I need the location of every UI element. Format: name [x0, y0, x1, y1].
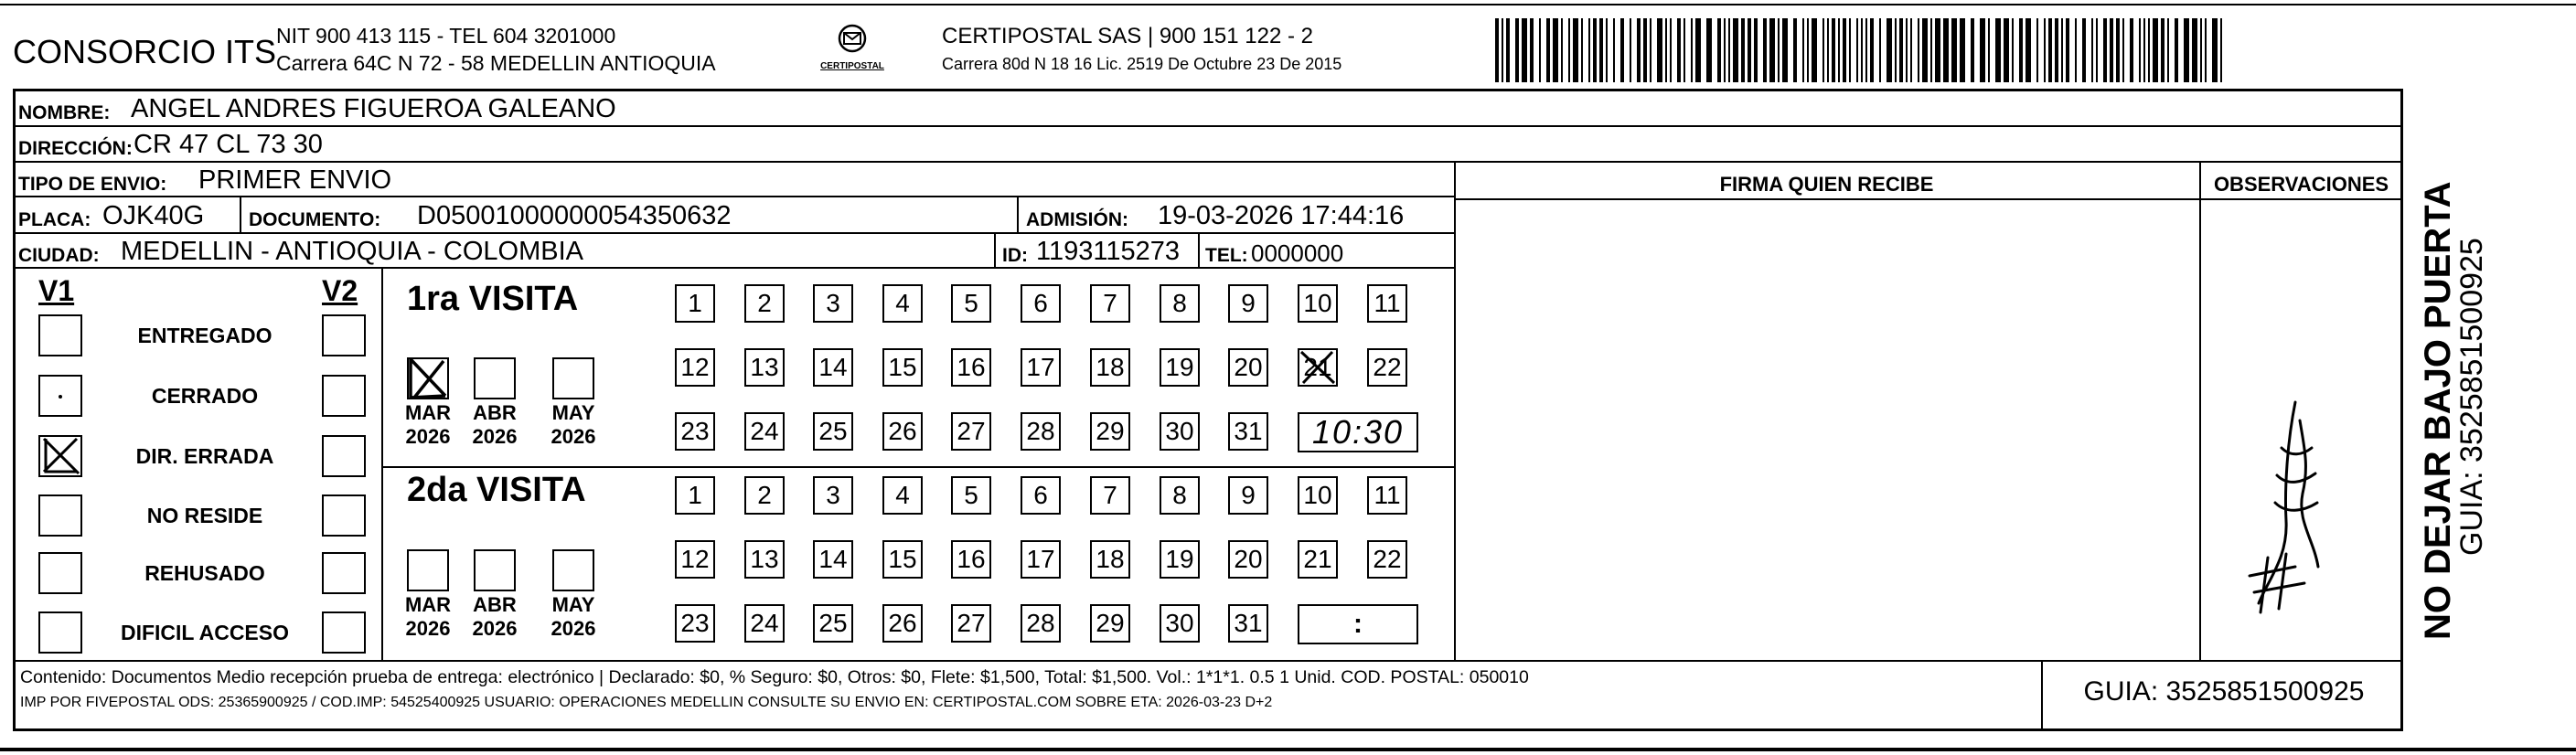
- barcode-bar: [2004, 18, 2009, 82]
- barcode-bar: [1822, 18, 1824, 82]
- barcode-bar: [1588, 18, 1590, 82]
- day-box[interactable]: 9: [1228, 284, 1268, 323]
- visit-divider-line: [381, 466, 1454, 468]
- month-label: [396, 401, 460, 449]
- day-box[interactable]: 29: [1090, 604, 1130, 643]
- status-option-label: DIFICIL ACCESO: [120, 621, 289, 644]
- col-line: [994, 232, 996, 267]
- barcode-bar: [1763, 18, 1767, 82]
- barcode-bar: [1832, 18, 1835, 82]
- day-box[interactable]: 13: [744, 348, 785, 387]
- barcode-bar: [1728, 18, 1730, 82]
- pen-dot-mark: [59, 395, 62, 399]
- v1-checkbox[interactable]: [38, 435, 82, 477]
- barcode-bar: [1506, 18, 1510, 82]
- barcode-bar: [1988, 18, 1990, 82]
- address-label: DIRECCIÓN:: [18, 138, 133, 159]
- month-label: [541, 593, 605, 641]
- barcode-bar: [1995, 18, 2001, 82]
- side-guia: GUIA: 3525851500925: [2454, 238, 2489, 556]
- day-box[interactable]: 14: [813, 348, 853, 387]
- barcode-bar: [2061, 18, 2063, 82]
- sig-header-line: [1454, 198, 2403, 200]
- barcode-bar: [2048, 18, 2052, 82]
- day-box[interactable]: 17: [1021, 348, 1061, 387]
- day-box[interactable]: 22: [1367, 540, 1407, 579]
- month-label: [463, 593, 527, 641]
- barcode-bar: [1568, 18, 1570, 82]
- row-line: [13, 232, 1454, 234]
- day-box[interactable]: 31: [1228, 604, 1268, 643]
- barcode-bar: [1706, 18, 1712, 82]
- day-box[interactable]: 12: [675, 348, 715, 387]
- v2-checkbox[interactable]: [322, 611, 366, 654]
- barcode-bar: [2205, 18, 2207, 82]
- name-label: NOMBRE:: [18, 102, 111, 123]
- document-label: DOCUMENTO:: [249, 209, 381, 230]
- id-label: ID:: [1002, 245, 1028, 266]
- visit-col-line: [381, 267, 383, 660]
- barcode-bar: [1613, 18, 1615, 82]
- month-year: 2026: [550, 617, 596, 640]
- barcode-bar: [1637, 18, 1641, 82]
- barcode-bar: [1827, 18, 1829, 82]
- barcode-bar: [1733, 18, 1738, 82]
- day-box[interactable]: 1: [675, 284, 715, 323]
- barcode-bar: [2139, 18, 2141, 82]
- month-checkbox[interactable]: [407, 549, 449, 591]
- id-value: 1193115273: [1036, 237, 1180, 266]
- barcode-bar: [2212, 18, 2218, 82]
- barcode-bar: [1677, 18, 1681, 82]
- visit1-title: 1ra VISITA: [407, 280, 579, 318]
- month-checkbox[interactable]: [552, 357, 594, 399]
- month-checkbox[interactable]: [474, 549, 516, 591]
- v2-header: V2: [322, 274, 358, 307]
- barcode-bar: [1960, 18, 1965, 82]
- barcode-bar: [1910, 18, 1912, 82]
- barcode-bar: [2130, 18, 2133, 82]
- day-box[interactable]: 23: [675, 412, 715, 451]
- barcode-bar: [1665, 18, 1667, 82]
- city-value: MEDELLIN - ANTIOQUIA - COLOMBIA: [121, 237, 583, 266]
- barcode-bar: [2153, 18, 2158, 82]
- barcode-bar: [2044, 18, 2046, 82]
- month-name: ABR: [473, 593, 517, 616]
- day-box[interactable]: 30: [1160, 604, 1200, 643]
- day-box[interactable]: 25: [813, 412, 853, 451]
- day-box[interactable]: 8: [1160, 476, 1200, 515]
- footer-content: Contenido: Documentos Medio recepción prueba de entrega: electrónico | Declarado: $0, % Seguro: $0, Otros: $0, Flete: $1,500, Total: $1,500. Vol.: 1*1*1. 0.5 1 Unid. COD. POSTAL: 050010: [20, 667, 1529, 687]
- barcode-bar: [1581, 18, 1583, 82]
- day-box[interactable]: 30: [1160, 412, 1200, 451]
- day-box[interactable]: 15: [882, 540, 923, 579]
- barcode-bar: [1879, 18, 1881, 82]
- time-field[interactable]: :: [1298, 604, 1418, 644]
- day-box[interactable]: 3: [813, 476, 853, 515]
- time-field[interactable]: 10:30: [1298, 412, 1418, 452]
- day-box[interactable]: 6: [1021, 284, 1061, 323]
- barcode-bar: [1778, 18, 1780, 82]
- footer-top-line: [13, 660, 2403, 662]
- barcode-bar: [1971, 18, 1974, 82]
- row-line: [13, 125, 2403, 127]
- barcode-bar: [2026, 18, 2031, 82]
- day-box[interactable]: 7: [1090, 476, 1130, 515]
- month-label: [541, 401, 605, 449]
- barcode-bar: [2036, 18, 2038, 82]
- day-box[interactable]: 17: [1021, 540, 1061, 579]
- barcode-bar: [1657, 18, 1662, 82]
- plate-label: PLACA:: [18, 209, 91, 230]
- day-box[interactable]: 9: [1228, 476, 1268, 515]
- barcode-bar: [1546, 18, 1550, 82]
- barcode-bar: [1782, 18, 1788, 82]
- day-x-mark: [1298, 348, 1338, 387]
- month-name: MAY: [551, 401, 595, 424]
- bottom-edge-line: [0, 748, 2576, 751]
- day-box[interactable]: 1: [675, 476, 715, 515]
- day-box[interactable]: 18: [1090, 348, 1130, 387]
- barcode-bar: [1630, 18, 1631, 82]
- barcode-bar: [1539, 18, 1541, 82]
- barcode-bar: [2220, 18, 2222, 82]
- col-line: [2199, 161, 2201, 660]
- day-box[interactable]: 4: [882, 284, 923, 323]
- footer-guia: GUIA: 3525851500925: [2083, 676, 2365, 707]
- day-box[interactable]: 24: [744, 604, 785, 643]
- barcode-bar: [1515, 18, 1519, 82]
- day-box[interactable]: 2: [744, 284, 785, 323]
- barcode-bar: [2148, 18, 2150, 82]
- v2-checkbox[interactable]: [322, 314, 366, 356]
- col-line: [1198, 232, 1200, 267]
- barcode-bar: [1812, 18, 1817, 82]
- barcode-bar: [1870, 18, 1874, 82]
- day-box[interactable]: 27: [951, 604, 991, 643]
- v1-checkbox[interactable]: [38, 375, 82, 417]
- barcode-bar: [1754, 18, 1758, 82]
- barcode-bar: [1724, 18, 1726, 82]
- recipient-name: ANGEL ANDRES FIGUEROA GALEANO: [131, 94, 616, 123]
- barcode-bar: [1930, 18, 1932, 82]
- barcode-bar: [2091, 18, 2093, 82]
- status-option-label: NO RESIDE: [146, 504, 263, 527]
- barcode-bar: [2143, 18, 2145, 82]
- v2-checkbox[interactable]: [322, 552, 366, 594]
- visit2-title: 2da VISITA: [407, 471, 586, 509]
- day-box[interactable]: 21: [1298, 540, 1338, 579]
- day-box[interactable]: 10: [1298, 284, 1338, 323]
- admission-label: ADMISIÓN:: [1026, 209, 1128, 230]
- barcode-bar: [1951, 18, 1957, 82]
- day-box[interactable]: 11: [1367, 284, 1407, 323]
- month-checkbox[interactable]: [552, 549, 594, 591]
- day-box[interactable]: 29: [1090, 412, 1130, 451]
- barcode-bar: [1838, 18, 1840, 82]
- barcode-bar: [1620, 18, 1624, 82]
- check-x-mark: [38, 435, 82, 477]
- month-name: MAY: [551, 593, 595, 616]
- barcode-bar: [2116, 18, 2120, 82]
- day-box[interactable]: 12: [675, 540, 715, 579]
- envelope-icon: [834, 24, 871, 57]
- day-box[interactable]: 13: [744, 540, 785, 579]
- barcode-bar: [1887, 18, 1892, 82]
- barcode-bar: [1802, 18, 1804, 82]
- day-box[interactable]: 20: [1228, 348, 1268, 387]
- barcode: [1495, 18, 2227, 82]
- plate-value: OJK40G: [102, 201, 205, 230]
- barcode-bar: [1748, 18, 1751, 82]
- barcode-bar: [1861, 18, 1863, 82]
- barcode-bar: [2122, 18, 2124, 82]
- send-type: PRIMER ENVIO: [198, 165, 392, 195]
- send-type-label: TIPO DE ENVIO:: [18, 174, 167, 195]
- row-line: [13, 161, 2403, 163]
- barcode-bar: [1865, 18, 1867, 82]
- day-box[interactable]: 22: [1367, 348, 1407, 387]
- v2-checkbox[interactable]: [322, 375, 366, 417]
- barcode-bar: [1553, 18, 1558, 82]
- tel-value: 0000000: [1251, 239, 1344, 267]
- barcode-bar: [1856, 18, 1858, 82]
- day-box[interactable]: 24: [744, 412, 785, 451]
- day-box[interactable]: 8: [1160, 284, 1200, 323]
- barcode-bar: [1899, 18, 1903, 82]
- tel-label: TEL:: [1205, 245, 1248, 266]
- day-box[interactable]: 5: [951, 476, 991, 515]
- status-option-label: DIR. ERRADA: [135, 444, 274, 468]
- day-box[interactable]: 6: [1021, 476, 1061, 515]
- barcode-bar: [1530, 18, 1534, 82]
- row-line: [13, 267, 1454, 269]
- document-value: D05001000000054350632: [417, 201, 732, 230]
- day-box[interactable]: 4: [882, 476, 923, 515]
- check-x-mark: [407, 357, 449, 399]
- month-checkbox[interactable]: [474, 357, 516, 399]
- day-box[interactable]: 19: [1160, 348, 1200, 387]
- day-box[interactable]: 26: [882, 412, 923, 451]
- barcode-bar: [1980, 18, 1985, 82]
- barcode-bar: [1522, 18, 1527, 82]
- signature-header: FIRMA QUIEN RECIBE: [1719, 173, 1934, 196]
- top-edge-line: [0, 4, 2576, 5]
- month-year: 2026: [472, 425, 518, 448]
- barcode-bar: [1935, 18, 1940, 82]
- admission-value: 19-03-2026 17:44:16: [1158, 201, 1405, 230]
- barcode-bar: [1683, 18, 1685, 82]
- v1-checkbox[interactable]: [38, 314, 82, 356]
- month-year: 2026: [550, 425, 596, 448]
- barcode-bar: [1741, 18, 1745, 82]
- barcode-bar: [2161, 18, 2164, 82]
- barcode-bar: [1793, 18, 1797, 82]
- barcode-bar: [1918, 18, 1919, 82]
- day-box[interactable]: 26: [882, 604, 923, 643]
- footer-col-line: [2041, 660, 2043, 731]
- city-label: CIUDAD:: [18, 245, 100, 266]
- observations-header: OBSERVACIONES: [2213, 173, 2389, 196]
- day-box[interactable]: 16: [951, 540, 991, 579]
- day-box[interactable]: 20: [1228, 540, 1268, 579]
- barcode-bar: [1502, 18, 1503, 82]
- barcode-bar: [2096, 18, 2098, 82]
- day-box[interactable]: 7: [1090, 284, 1130, 323]
- barcode-bar: [1643, 18, 1647, 82]
- barcode-bar: [2055, 18, 2058, 82]
- barcode-bar: [1561, 18, 1563, 82]
- col-line: [1017, 196, 1019, 232]
- month-year: 2026: [405, 425, 451, 448]
- day-box[interactable]: 23: [675, 604, 715, 643]
- col-line: [1454, 161, 1456, 660]
- v1-checkbox[interactable]: [38, 552, 82, 594]
- barcode-bar: [2175, 18, 2178, 82]
- barcode-bar: [1606, 18, 1608, 82]
- status-option-label: CERRADO: [151, 384, 259, 408]
- month-checkbox[interactable]: [407, 357, 449, 399]
- barcode-bar: [2167, 18, 2169, 82]
- carrier-address: Carrera 80d N 18 16 Lic. 2519 De Octubre 23 De 2015: [942, 55, 1342, 73]
- handwritten-signature: [2231, 384, 2350, 622]
- month-name: ABR: [473, 401, 517, 424]
- barcode-bar: [2012, 18, 2014, 82]
- day-box[interactable]: 3: [813, 284, 853, 323]
- barcode-bar: [1650, 18, 1651, 82]
- carrier-name: CERTIPOSTAL SAS | 900 151 122 - 2: [942, 24, 1313, 48]
- barcode-bar: [2110, 18, 2113, 82]
- barcode-bar: [2066, 18, 2069, 82]
- day-box[interactable]: 27: [951, 412, 991, 451]
- barcode-bar: [1906, 18, 1908, 82]
- day-box[interactable]: 31: [1228, 412, 1268, 451]
- footer-imp: IMP POR FIVEPOSTAL ODS: 25365900925 / COD.IMP: 54525400925 USUARIO: OPERACIONES MEDELLIN CONSULTE SU ENVIO EN: CERTIPOSTAL.COM SOBRE ETA: 2026-03-23 D+2: [20, 695, 1273, 710]
- barcode-bar: [2200, 18, 2202, 82]
- barcode-bar: [1943, 18, 1949, 82]
- day-box[interactable]: 5: [951, 284, 991, 323]
- barcode-bar: [1717, 18, 1721, 82]
- barcode-bar: [2082, 18, 2086, 82]
- barcode-bar: [1807, 18, 1809, 82]
- day-box[interactable]: 25: [813, 604, 853, 643]
- barcode-bar: [1691, 18, 1693, 82]
- barcode-bar: [1599, 18, 1603, 82]
- certipostal-logo: [814, 24, 891, 79]
- barcode-bar: [1695, 18, 1701, 82]
- barcode-bar: [1769, 18, 1775, 82]
- day-box[interactable]: 16: [951, 348, 991, 387]
- side-warning: NO DEJAR BAJO PUERTA: [2418, 181, 2458, 640]
- v2-checkbox[interactable]: [322, 494, 366, 537]
- day-box[interactable]: 28: [1021, 604, 1061, 643]
- day-box[interactable]: 28: [1021, 412, 1061, 451]
- day-box[interactable]: 21: [1298, 348, 1338, 387]
- v1-checkbox[interactable]: [38, 494, 82, 537]
- status-option-label: ENTREGADO: [137, 324, 273, 347]
- day-box[interactable]: 18: [1090, 540, 1130, 579]
- v1-checkbox[interactable]: [38, 611, 82, 654]
- side-text: [2414, 99, 2487, 638]
- col-line: [240, 196, 241, 232]
- barcode-bar: [1573, 18, 1578, 82]
- company-nit: NIT 900 413 115 - TEL 604 3201000: [276, 24, 616, 48]
- month-label: [396, 593, 460, 641]
- recipient-address: CR 47 CL 73 30: [134, 130, 323, 159]
- barcode-bar: [1670, 18, 1672, 82]
- month-name: MAR: [404, 593, 452, 616]
- month-label: [463, 401, 527, 449]
- barcode-bar: [1495, 18, 1499, 82]
- month-year: 2026: [405, 617, 451, 640]
- barcode-bar: [2075, 18, 2077, 82]
- day-box[interactable]: 2: [744, 476, 785, 515]
- barcode-bar: [1843, 18, 1846, 82]
- day-box[interactable]: 11: [1367, 476, 1407, 515]
- barcode-bar: [1922, 18, 1928, 82]
- barcode-bar: [1895, 18, 1897, 82]
- barcode-bar: [1593, 18, 1597, 82]
- barcode-bar: [2192, 18, 2197, 82]
- day-box[interactable]: 14: [813, 540, 853, 579]
- row-line: [13, 196, 1454, 197]
- barcode-bar: [2103, 18, 2107, 82]
- v1-header: V1: [38, 274, 75, 307]
- day-box[interactable]: 10: [1298, 476, 1338, 515]
- status-option-label: REHUSADO: [144, 561, 265, 585]
- company-address: Carrera 64C N 72 - 58 MEDELLIN ANTIOQUIA: [276, 51, 716, 75]
- barcode-bar: [2184, 18, 2189, 82]
- day-box[interactable]: 19: [1160, 540, 1200, 579]
- logo-wordmark: CERTIPOSTAL: [820, 61, 884, 71]
- month-year: 2026: [472, 617, 518, 640]
- company-name: CONSORCIO ITS: [13, 33, 277, 70]
- v2-checkbox[interactable]: [322, 435, 366, 477]
- day-box[interactable]: 15: [882, 348, 923, 387]
- barcode-bar: [2019, 18, 2023, 82]
- month-name: MAR: [404, 401, 452, 424]
- barcode-bar: [1849, 18, 1851, 82]
